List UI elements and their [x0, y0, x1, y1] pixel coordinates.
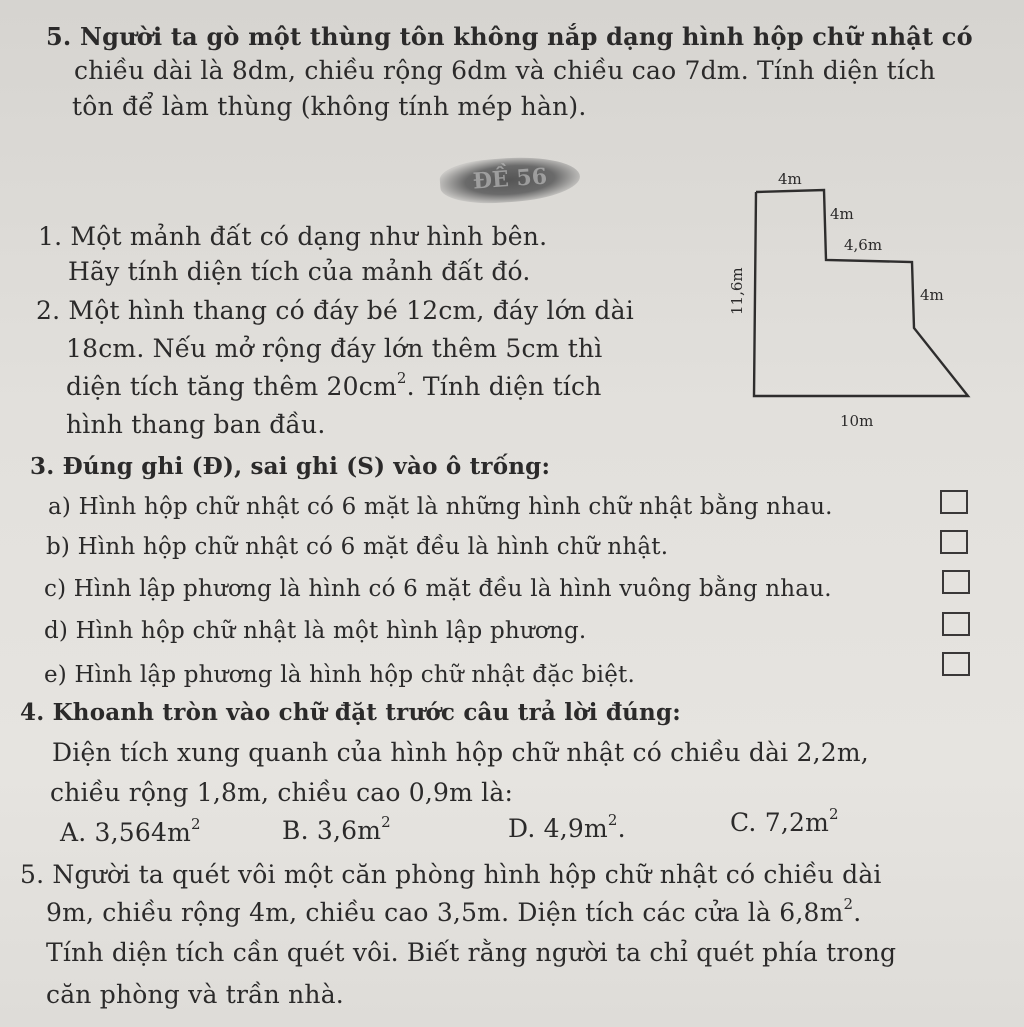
figure-label-left-height: 11,6m: [728, 267, 746, 315]
problem5-line-4: căn phòng và trần nhà.: [46, 980, 344, 1009]
problem1-line-2: Hãy tính diện tích của mảnh đất đó.: [68, 257, 531, 286]
problem3-title: 3. Đúng ghi (Đ), sai ghi (S) vào ô trống:: [30, 453, 551, 480]
figure-label-right-vertical: 4m: [920, 286, 944, 304]
option-a-text: A. 3,564m: [60, 818, 192, 847]
figure-label-step-vertical: 4m: [830, 205, 854, 223]
option-b-text: B. 3,6m: [282, 816, 382, 845]
answer-box-e[interactable]: [942, 652, 970, 676]
superscript: 2: [829, 804, 839, 823]
option-c-text: C. 7,2m: [730, 808, 829, 837]
problem4-line-2: chiều rộng 1,8m, chiều cao 0,9m là:: [50, 778, 514, 807]
problem2-line-4: hình thang ban đầu.: [66, 410, 326, 439]
section-header: ĐỀ 56: [471, 163, 548, 195]
problem3-item-c: c) Hình lập phương là hình có 6 mặt đều là hình vuông bằng nhau.: [44, 576, 832, 602]
superscript: 2: [381, 812, 391, 831]
problem5-line-2-text: 9m, chiều rộng 4m, chiều cao 3,5m. Diện tích các cửa là 6,8m: [46, 898, 844, 927]
superscript: 2: [607, 810, 618, 829]
problem5-line-2: [46, 894, 862, 928]
problem5-line-1: 5. Người ta quét vôi một căn phòng hình hộp chữ nhật có chiều dài: [20, 860, 882, 889]
answer-box-b[interactable]: [940, 530, 968, 554]
problem4-option-c[interactable]: [730, 804, 839, 838]
top-problem-line-3: tôn để làm thùng (không tính mép hàn).: [72, 92, 587, 121]
problem2-line-3-text: diện tích tăng thêm 20cm: [66, 372, 397, 401]
answer-box-a[interactable]: [940, 490, 968, 514]
problem2-line-2: 18cm. Nếu mở rộng đáy lớn thêm 5cm thì: [66, 334, 603, 363]
land-plot-figure: [720, 160, 990, 440]
top-problem-line-1: 5. Người ta gò một thùng tôn không nắp dạng hình hộp chữ nhật có: [46, 22, 973, 51]
problem3-item-a: a) Hình hộp chữ nhật có 6 mặt là những hình chữ nhật bằng nhau.: [48, 494, 833, 520]
problem5-line-3: Tính diện tích cần quét vôi. Biết rằng người ta chỉ quét phía trong: [46, 938, 897, 967]
section-header-smudge: [439, 153, 582, 207]
superscript: 2: [191, 814, 201, 833]
problem2-line-3: [66, 368, 602, 402]
figure-label-bottom: 10m: [840, 412, 874, 430]
problem3-item-b: b) Hình hộp chữ nhật có 6 mặt đều là hình chữ nhật.: [46, 534, 669, 560]
problem5-line-2-tail: .: [853, 898, 862, 927]
problem3-item-d: d) Hình hộp chữ nhật là một hình lập phương.: [44, 618, 587, 644]
option-d-tail: .: [617, 814, 626, 843]
problem4-option-d[interactable]: [508, 810, 626, 844]
problem4-option-b[interactable]: [282, 812, 391, 846]
answer-box-c[interactable]: [942, 570, 970, 594]
problem4-option-a[interactable]: [60, 814, 201, 848]
problem4-line-1: Diện tích xung quanh của hình hộp chữ nhật có chiều dài 2,2m,: [52, 738, 869, 767]
problem4-title: 4. Khoanh tròn vào chữ đặt trước câu trả lời đúng:: [20, 699, 681, 726]
problem3-item-e: e) Hình lập phương là hình hộp chữ nhật đặc biệt.: [44, 662, 635, 688]
option-d-text: D. 4,9m: [508, 814, 608, 843]
problem2-line-3-tail: . Tính diện tích: [406, 372, 602, 401]
problem2-line-1: 2. Một hình thang có đáy bé 12cm, đáy lớn dài: [36, 296, 634, 325]
problem1-line-1: 1. Một mảnh đất có dạng như hình bên.: [38, 222, 548, 251]
superscript: 2: [843, 894, 854, 913]
figure-label-top: 4m: [778, 170, 802, 188]
answer-box-d[interactable]: [942, 612, 970, 636]
superscript: 2: [396, 368, 407, 387]
top-problem-line-2: chiều dài là 8dm, chiều rộng 6dm và chiều cao 7dm. Tính diện tích: [74, 56, 936, 85]
figure-label-step-horizontal: 4,6m: [844, 236, 883, 254]
